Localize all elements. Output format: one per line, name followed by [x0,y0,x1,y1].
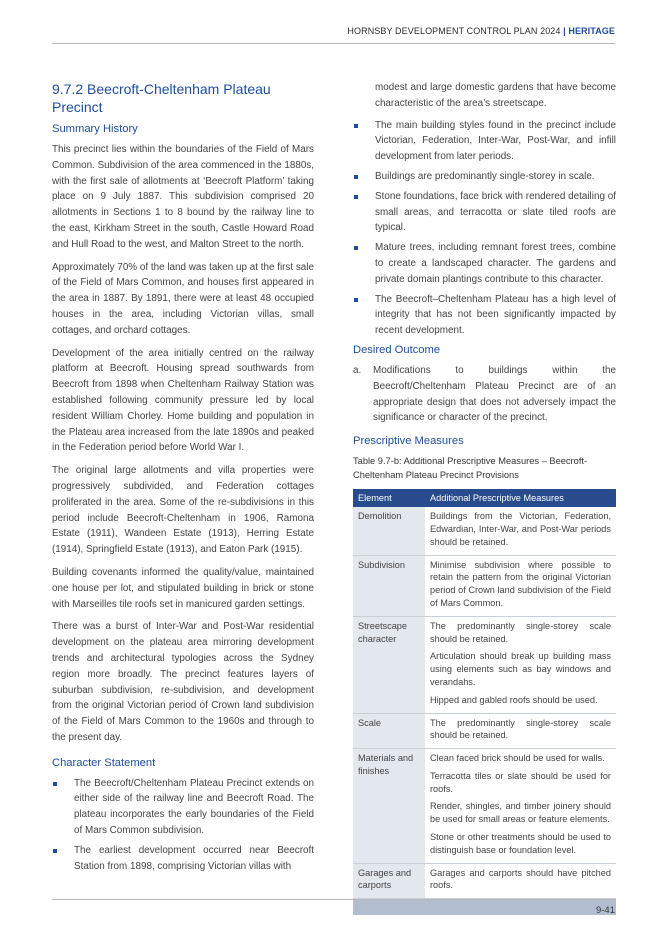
bullet-text: Stone foundations, face brick with rendered detailing of small areas, and terracotta or slate tiled roofs are typical. [375,190,616,234]
list-item [353,169,616,185]
element-cell: Demolition [353,507,425,555]
page-number: 9-41 [595,905,615,916]
column-header-measures: Additional Prescriptive Measures [425,489,616,507]
prescriptive-measures-heading: Prescriptive Measures [353,435,464,448]
summary-paragraph: Development of the area initially centred on the railway platform at Beecroft. Housing spread southwards from Beecroft from 1898 when Cheltenham Railway Station was established following community pressure led by local resident William Chorley. Home building and population in the Plateau area increased from the late 1890s and peaked in the Federation period before World War I. [52,347,314,454]
measures-cell [425,863,616,899]
table-header-row [353,489,616,507]
footer-rule [52,899,615,900]
table-row [353,863,616,899]
bullet-square-icon [354,195,358,199]
measure-text: Stone or other treatments should be used to distinguish base or foundation level. [430,832,611,855]
bullet-square-icon [354,124,358,128]
measure-text: Buildings from the Victorian, Federation, Edwardian, Inter-War, and Post-War periods should be retained. [430,511,611,547]
measures-cell [425,713,616,749]
element-cell: Garages and carports [353,863,425,899]
list-item-continuation [353,80,616,112]
summary-paragraph: The original large allotments and villa properties were progressively subdivided, and Federation cottages proliferated in the area. Some of the re-subdivisions in this period include Beecroft-Cheltenham in 1906, Ramona Estate (1911), Wandeen Estate (1913), Herring Estate (1914), Springfield Estate (1913), and Eaton Park (1915). [52,465,314,556]
list-item [353,363,616,426]
summary-paragraph: Approximately 70% of the land was taken up at the first sale of the Field of Mars Common, and houses first appeared in the area in 1887. By 1891, there were at least 48 occupied houses in the area, including Victorian villas, small cottages, and orchard cottages. [52,261,314,336]
measure-text: The predominantly single-storey scale should be retained. [430,620,611,644]
bullet-text: The main building styles found in the precinct include Victorian, Federation, Inter-War, Post-War, and infill development from later periods. [375,119,616,163]
measures-cell [425,555,616,616]
summary-paragraph: There was a burst of Inter-War and Post-War residential development on the plateau area mirroring development trends and architectural typologies across the Sydney region more broadly. The precinct features layers of suburban subdivision, re-subdivision, and development from the original Victorian period of Crown land subdivision of the Field of Mars Common to the 1960s and through to the present day. [52,621,314,743]
measures-cell [425,507,616,555]
bullet-square-icon [354,246,358,250]
measure-text: Terracotta tiles or slate should be used for roofs. [430,770,611,794]
measure-text: Articulation should break up building mass using elements such as bay windows and verandahs. [430,651,611,687]
header-rule [52,43,615,44]
bullet-text: Buildings are predominantly single-storey in scale. [375,170,595,182]
bullet-square-icon [354,298,358,302]
list-item [52,776,314,839]
table-row [353,713,616,749]
measure-text: Render, shingles, and timber joinery should be used for small areas or feature elements. [430,801,611,825]
element-cell: Materials and finishes [353,749,425,864]
bullet-square-icon [53,782,57,786]
measures-cell [425,616,616,713]
list-item [353,189,616,236]
table-row [353,555,616,616]
right-column [353,80,616,915]
summary-paragraph: This precinct lies within the boundaries of the Field of Mars Common. Subdivision of the area commenced in the 1880s, with the first sale of allotments at ‘Beecroft Platform’ taking place on 9 July 1887. This subdivision comprised 20 allotments in Sections 1 to 8 bound by the railway line to the east, Kirkham Street in the south, Castle Howard Road and Hull Road to the west, and Malton Street to the north. [52,144,314,250]
table-row [353,507,616,555]
element-cell: Streetscape character [353,616,425,713]
table-footer-bar [353,899,616,916]
bullet-text: Mature trees, including remnant forest trees, combine to create a landscaped character. The gardens and private domain plantings contribute to this character. [375,242,616,285]
summary-paragraph: Building covenants informed the quality/value, maintained one house per lot, and stipulated building in brick or stone with Marseilles tile roofs set in manicured garden settings. [52,566,314,610]
measure-text: Clean faced brick should be used for walls. [430,753,605,764]
list-marker: a. [353,364,362,376]
left-column [52,80,314,878]
table-caption: Table 9.7-b: Additional Prescriptive Measures – Beecroft-Cheltenham Plateau Precinct Provisions [353,456,588,481]
element-cell: Scale [353,713,425,749]
list-item [52,843,314,875]
measure-text: Garages and carports should have pitched roofs. [430,867,611,891]
list-item [353,240,616,287]
table-row [353,749,616,864]
desired-outcome-list [353,363,616,426]
running-header [347,26,615,36]
element-cell: Subdivision [353,555,425,616]
bullet-square-icon [53,849,57,853]
bullet-text: The Beecroft–Cheltenham Plateau has a high level of integrity that has not been significantly impacted by recent development. [375,293,616,337]
table-footer-row [353,899,616,916]
measure-text: Minimise subdivision where possible to retain the pattern from the original Victorian period of Crown land subdivision of the Field of Mars Common. [430,559,611,608]
measure-text: Hipped and gabled roofs should be used. [430,694,598,705]
header-section: HERITAGE [568,26,615,36]
bullet-text: The earliest development occurred near Beecroft Station from 1898, comprising Victorian villas with [74,844,314,872]
outcome-text: Modifications to buildings within the Beecroft/Cheltenham Plateau Precinct are of an appropriate design that does not adversely impact the significance or character of the precinct. [373,364,616,424]
header-doc-title: HORNSBY DEVELOPMENT CONTROL PLAN 2024 [347,26,561,36]
summary-history-heading: Summary History [52,123,138,135]
measure-text: The predominantly single-storey scale should be retained. [430,717,611,741]
table-row [353,616,616,713]
desired-outcome-heading: Desired Outcome [353,343,441,356]
section-title: 9.7.2 Beecroft-Cheltenham Plateau Precinct [52,81,271,115]
list-item [353,292,616,339]
measures-cell [425,749,616,864]
character-bullet-list [52,776,314,875]
bullet-square-icon [354,175,358,179]
list-item [353,118,616,165]
character-statement-heading: Character Statement [52,756,156,769]
header-separator: | [563,26,566,36]
character-bullet-list-continued [353,80,616,339]
bullet-text: modest and large domestic gardens that have become characteristic of the area’s streetscape. [375,82,616,109]
column-header-element: Element [353,489,425,507]
prescriptive-measures-table [353,489,616,915]
bullet-text: The Beecroft/Cheltenham Plateau Precinct extends on either side of the railway line and Beecroft Road. The plateau incorporates the early boundaries of the Field of Mars Common subdivision. [74,777,314,837]
